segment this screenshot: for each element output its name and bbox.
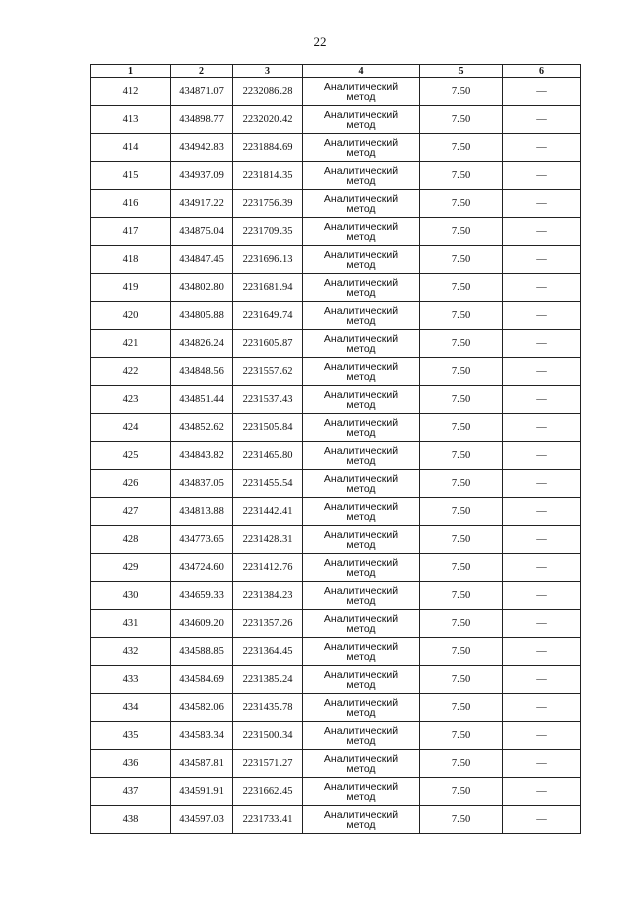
x-coordinate-cell: 434724.60 [171, 554, 233, 582]
table-header-row [91, 65, 581, 78]
point-number-cell: 438 [91, 806, 171, 834]
precision-cell: 7.50 [420, 358, 503, 386]
point-number-cell: 421 [91, 330, 171, 358]
y-coordinate-cell: 2231442.41 [233, 498, 303, 526]
method-cell [303, 526, 420, 554]
method-line-2: метод [346, 370, 376, 383]
note-cell: — [503, 134, 581, 162]
table-row [91, 694, 581, 722]
point-number-cell: 428 [91, 526, 171, 554]
precision-cell: 7.50 [420, 498, 503, 526]
precision-cell: 7.50 [420, 246, 503, 274]
method-line-1: Аналитический [323, 108, 399, 121]
method-line-2: метод [346, 706, 376, 719]
note-cell: — [503, 526, 581, 554]
method-cell [303, 498, 420, 526]
method-line-2: метод [346, 342, 376, 355]
table-row [91, 246, 581, 274]
y-coordinate-cell: 2231696.13 [233, 246, 303, 274]
x-coordinate-cell: 434843.82 [171, 442, 233, 470]
point-number-cell: 422 [91, 358, 171, 386]
y-coordinate-cell: 2231662.45 [233, 778, 303, 806]
x-coordinate-cell: 434813.88 [171, 498, 233, 526]
method-line-1: Аналитический [323, 500, 399, 513]
method-line-1: Аналитический [323, 304, 399, 317]
point-number-cell: 427 [91, 498, 171, 526]
x-coordinate-cell: 434591.91 [171, 778, 233, 806]
point-number-cell: 417 [91, 218, 171, 246]
x-coordinate-cell: 434852.62 [171, 414, 233, 442]
x-coordinate-cell: 434851.44 [171, 386, 233, 414]
column-header: 6 [503, 65, 581, 78]
table-row [91, 610, 581, 638]
x-coordinate-cell: 434917.22 [171, 190, 233, 218]
table-row [91, 302, 581, 330]
note-cell: — [503, 330, 581, 358]
table-row [91, 330, 581, 358]
x-coordinate-cell: 434609.20 [171, 610, 233, 638]
table-row [91, 470, 581, 498]
note-cell: — [503, 778, 581, 806]
method-line-1: Аналитический [323, 276, 399, 289]
point-number-cell: 432 [91, 638, 171, 666]
point-number-cell: 433 [91, 666, 171, 694]
point-number-cell: 426 [91, 470, 171, 498]
note-cell: — [503, 470, 581, 498]
point-number-cell: 419 [91, 274, 171, 302]
y-coordinate-cell: 2231364.45 [233, 638, 303, 666]
method-line-2: метод [346, 510, 376, 523]
y-coordinate-cell: 2231428.31 [233, 526, 303, 554]
point-number-cell: 430 [91, 582, 171, 610]
precision-cell: 7.50 [420, 414, 503, 442]
x-coordinate-cell: 434847.45 [171, 246, 233, 274]
x-coordinate-cell: 434937.09 [171, 162, 233, 190]
method-cell [303, 274, 420, 302]
note-cell: — [503, 442, 581, 470]
note-cell: — [503, 582, 581, 610]
method-cell [303, 302, 420, 330]
y-coordinate-cell: 2232086.28 [233, 78, 303, 106]
y-coordinate-cell: 2231605.87 [233, 330, 303, 358]
x-coordinate-cell: 434582.06 [171, 694, 233, 722]
method-line-2: метод [346, 678, 376, 691]
note-cell: — [503, 386, 581, 414]
point-number-cell: 416 [91, 190, 171, 218]
x-coordinate-cell: 434837.05 [171, 470, 233, 498]
method-cell [303, 470, 420, 498]
method-line-1: Аналитический [323, 640, 399, 653]
column-header: 3 [233, 65, 303, 78]
precision-cell: 7.50 [420, 666, 503, 694]
precision-cell: 7.50 [420, 134, 503, 162]
precision-cell: 7.50 [420, 806, 503, 834]
table-row [91, 526, 581, 554]
table-row [91, 554, 581, 582]
y-coordinate-cell: 2231455.54 [233, 470, 303, 498]
y-coordinate-cell: 2231505.84 [233, 414, 303, 442]
y-coordinate-cell: 2231500.34 [233, 722, 303, 750]
method-line-1: Аналитический [323, 780, 399, 793]
precision-cell: 7.50 [420, 78, 503, 106]
table-row [91, 190, 581, 218]
method-cell [303, 78, 420, 106]
method-line-1: Аналитический [323, 388, 399, 401]
method-cell [303, 806, 420, 834]
method-cell [303, 330, 420, 358]
method-line-2: метод [346, 426, 376, 439]
method-line-2: метод [346, 314, 376, 327]
point-number-cell: 412 [91, 78, 171, 106]
method-cell [303, 246, 420, 274]
method-line-2: метод [346, 594, 376, 607]
table-row [91, 78, 581, 106]
method-cell [303, 778, 420, 806]
method-cell [303, 218, 420, 246]
method-line-2: метод [346, 818, 376, 831]
method-line-1: Аналитический [323, 220, 399, 233]
point-number-cell: 420 [91, 302, 171, 330]
precision-cell: 7.50 [420, 330, 503, 358]
method-line-2: метод [346, 118, 376, 131]
table-row [91, 666, 581, 694]
method-line-1: Аналитический [323, 164, 399, 177]
note-cell: — [503, 638, 581, 666]
note-cell: — [503, 78, 581, 106]
method-cell [303, 750, 420, 778]
note-cell: — [503, 554, 581, 582]
precision-cell: 7.50 [420, 526, 503, 554]
method-line-2: метод [346, 790, 376, 803]
coordinates-table [90, 64, 581, 834]
table-row [91, 386, 581, 414]
x-coordinate-cell: 434805.88 [171, 302, 233, 330]
note-cell: — [503, 190, 581, 218]
y-coordinate-cell: 2231385.24 [233, 666, 303, 694]
method-line-2: метод [346, 538, 376, 551]
note-cell: — [503, 806, 581, 834]
method-line-2: метод [346, 454, 376, 467]
note-cell: — [503, 694, 581, 722]
point-number-cell: 423 [91, 386, 171, 414]
x-coordinate-cell: 434597.03 [171, 806, 233, 834]
method-line-2: метод [346, 258, 376, 271]
method-cell [303, 610, 420, 638]
method-line-1: Аналитический [323, 584, 399, 597]
method-line-1: Аналитический [323, 360, 399, 373]
y-coordinate-cell: 2231814.35 [233, 162, 303, 190]
note-cell: — [503, 610, 581, 638]
method-cell [303, 134, 420, 162]
y-coordinate-cell: 2231649.74 [233, 302, 303, 330]
method-line-1: Аналитический [323, 724, 399, 737]
note-cell: — [503, 722, 581, 750]
y-coordinate-cell: 2231537.43 [233, 386, 303, 414]
note-cell: — [503, 750, 581, 778]
x-coordinate-cell: 434875.04 [171, 218, 233, 246]
point-number-cell: 424 [91, 414, 171, 442]
precision-cell: 7.50 [420, 554, 503, 582]
point-number-cell: 437 [91, 778, 171, 806]
precision-cell: 7.50 [420, 610, 503, 638]
table-row [91, 806, 581, 834]
note-cell: — [503, 162, 581, 190]
table-row [91, 750, 581, 778]
x-coordinate-cell: 434584.69 [171, 666, 233, 694]
precision-cell: 7.50 [420, 722, 503, 750]
method-line-1: Аналитический [323, 248, 399, 261]
point-number-cell: 425 [91, 442, 171, 470]
method-line-2: метод [346, 90, 376, 103]
method-line-1: Аналитический [323, 752, 399, 765]
note-cell: — [503, 302, 581, 330]
precision-cell: 7.50 [420, 638, 503, 666]
column-header: 1 [91, 65, 171, 78]
note-cell: — [503, 246, 581, 274]
precision-cell: 7.50 [420, 302, 503, 330]
method-cell [303, 582, 420, 610]
x-coordinate-cell: 434848.56 [171, 358, 233, 386]
x-coordinate-cell: 434802.80 [171, 274, 233, 302]
method-line-2: метод [346, 650, 376, 663]
table-row [91, 498, 581, 526]
method-cell [303, 638, 420, 666]
method-line-1: Аналитический [323, 668, 399, 681]
x-coordinate-cell: 434583.34 [171, 722, 233, 750]
table-body [91, 78, 581, 834]
y-coordinate-cell: 2231435.78 [233, 694, 303, 722]
y-coordinate-cell: 2231756.39 [233, 190, 303, 218]
y-coordinate-cell: 2231357.26 [233, 610, 303, 638]
point-number-cell: 418 [91, 246, 171, 274]
method-line-1: Аналитический [323, 472, 399, 485]
method-line-2: метод [346, 734, 376, 747]
method-line-2: метод [346, 398, 376, 411]
method-cell [303, 358, 420, 386]
method-line-1: Аналитический [323, 556, 399, 569]
method-cell [303, 442, 420, 470]
method-cell [303, 386, 420, 414]
table-row [91, 358, 581, 386]
method-cell [303, 190, 420, 218]
x-coordinate-cell: 434773.65 [171, 526, 233, 554]
table-row [91, 106, 581, 134]
table-row [91, 722, 581, 750]
precision-cell: 7.50 [420, 694, 503, 722]
method-line-2: метод [346, 622, 376, 635]
method-cell [303, 722, 420, 750]
x-coordinate-cell: 434898.77 [171, 106, 233, 134]
x-coordinate-cell: 434588.85 [171, 638, 233, 666]
method-line-1: Аналитический [323, 444, 399, 457]
method-line-1: Аналитический [323, 416, 399, 429]
table-row [91, 442, 581, 470]
method-line-1: Аналитический [323, 136, 399, 149]
table-row [91, 218, 581, 246]
y-coordinate-cell: 2231571.27 [233, 750, 303, 778]
column-header: 5 [420, 65, 503, 78]
x-coordinate-cell: 434587.81 [171, 750, 233, 778]
precision-cell: 7.50 [420, 750, 503, 778]
method-cell [303, 666, 420, 694]
precision-cell: 7.50 [420, 442, 503, 470]
method-line-1: Аналитический [323, 808, 399, 821]
point-number-cell: 435 [91, 722, 171, 750]
method-line-2: метод [346, 482, 376, 495]
page-number: 22 [313, 34, 327, 49]
precision-cell: 7.50 [420, 218, 503, 246]
precision-cell: 7.50 [420, 470, 503, 498]
method-line-2: метод [346, 286, 376, 299]
method-line-2: метод [346, 230, 376, 243]
precision-cell: 7.50 [420, 386, 503, 414]
column-header: 2 [171, 65, 233, 78]
method-line-1: Аналитический [323, 332, 399, 345]
table-row [91, 638, 581, 666]
note-cell: — [503, 274, 581, 302]
point-number-cell: 434 [91, 694, 171, 722]
table-row [91, 778, 581, 806]
method-cell [303, 414, 420, 442]
point-number-cell: 431 [91, 610, 171, 638]
precision-cell: 7.50 [420, 274, 503, 302]
y-coordinate-cell: 2231465.80 [233, 442, 303, 470]
method-line-1: Аналитический [323, 192, 399, 205]
note-cell: — [503, 218, 581, 246]
x-coordinate-cell: 434826.24 [171, 330, 233, 358]
method-line-1: Аналитический [323, 528, 399, 541]
precision-cell: 7.50 [420, 190, 503, 218]
precision-cell: 7.50 [420, 162, 503, 190]
note-cell: — [503, 106, 581, 134]
method-line-2: метод [346, 566, 376, 579]
point-number-cell: 429 [91, 554, 171, 582]
y-coordinate-cell: 2231709.35 [233, 218, 303, 246]
method-line-2: метод [346, 202, 376, 215]
x-coordinate-cell: 434871.07 [171, 78, 233, 106]
method-line-2: метод [346, 174, 376, 187]
x-coordinate-cell: 434659.33 [171, 582, 233, 610]
y-coordinate-cell: 2231733.41 [233, 806, 303, 834]
note-cell: — [503, 666, 581, 694]
note-cell: — [503, 498, 581, 526]
note-cell: — [503, 414, 581, 442]
method-cell [303, 106, 420, 134]
method-line-2: метод [346, 146, 376, 159]
x-coordinate-cell: 434942.83 [171, 134, 233, 162]
method-line-1: Аналитический [323, 696, 399, 709]
y-coordinate-cell: 2231681.94 [233, 274, 303, 302]
y-coordinate-cell: 2232020.42 [233, 106, 303, 134]
point-number-cell: 436 [91, 750, 171, 778]
precision-cell: 7.50 [420, 106, 503, 134]
method-line-2: метод [346, 762, 376, 775]
table-row [91, 134, 581, 162]
table-row [91, 582, 581, 610]
table-row [91, 414, 581, 442]
y-coordinate-cell: 2231384.23 [233, 582, 303, 610]
method-line-1: Аналитический [323, 80, 399, 93]
table-row [91, 274, 581, 302]
precision-cell: 7.50 [420, 582, 503, 610]
y-coordinate-cell: 2231884.69 [233, 134, 303, 162]
column-header: 4 [303, 65, 420, 78]
method-cell [303, 694, 420, 722]
y-coordinate-cell: 2231557.62 [233, 358, 303, 386]
method-cell [303, 554, 420, 582]
point-number-cell: 415 [91, 162, 171, 190]
method-cell [303, 162, 420, 190]
y-coordinate-cell: 2231412.76 [233, 554, 303, 582]
point-number-cell: 414 [91, 134, 171, 162]
table-row [91, 162, 581, 190]
precision-cell: 7.50 [420, 778, 503, 806]
method-line-1: Аналитический [323, 612, 399, 625]
note-cell: — [503, 358, 581, 386]
point-number-cell: 413 [91, 106, 171, 134]
